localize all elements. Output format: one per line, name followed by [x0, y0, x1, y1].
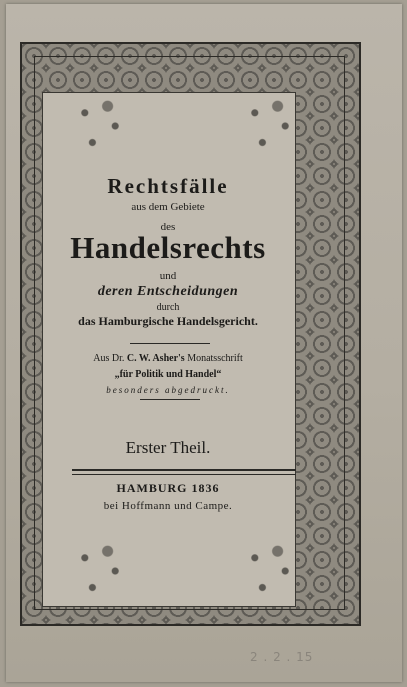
divider-rule: [140, 399, 200, 400]
title-line-3: des: [160, 221, 176, 233]
corner-ornament-bottom-right: [232, 538, 308, 604]
title-line-5: und: [159, 270, 177, 282]
source-line-3: besonders abgedruckt.: [106, 385, 230, 395]
title-line-2: aus dem Gebiete: [131, 201, 205, 213]
imprint-place-year: HAMBURG 1836: [116, 481, 220, 495]
title-panel: [42, 92, 296, 607]
corner-ornament-bottom-left: [62, 538, 138, 604]
source-prefix: Aus Dr.: [93, 353, 125, 364]
title-line-6: deren Entscheidungen: [97, 284, 239, 299]
imprint-publisher: bei Hoffmann und Campe.: [103, 500, 233, 512]
title-line-7: durch: [156, 302, 180, 313]
corner-ornament-top-left: [62, 93, 138, 159]
main-title: Handelsrechts: [70, 230, 266, 265]
source-line-2: „für Politik und Handel“: [114, 369, 222, 380]
volume-label: Erster Theil.: [125, 438, 211, 457]
title-line-1: Rechtsfälle: [107, 174, 229, 198]
source-suffix: Monatsschrift: [187, 353, 243, 364]
source-line-1: [42, 353, 294, 364]
handwritten-note: 2 . 2 . 15: [250, 650, 314, 664]
source-author: C. W. Asher's: [126, 353, 185, 364]
divider-rule: [130, 343, 210, 344]
title-line-8: das Hamburgische Handelsgericht.: [78, 314, 258, 328]
corner-ornament-top-right: [232, 93, 308, 159]
double-rule: [72, 469, 296, 475]
